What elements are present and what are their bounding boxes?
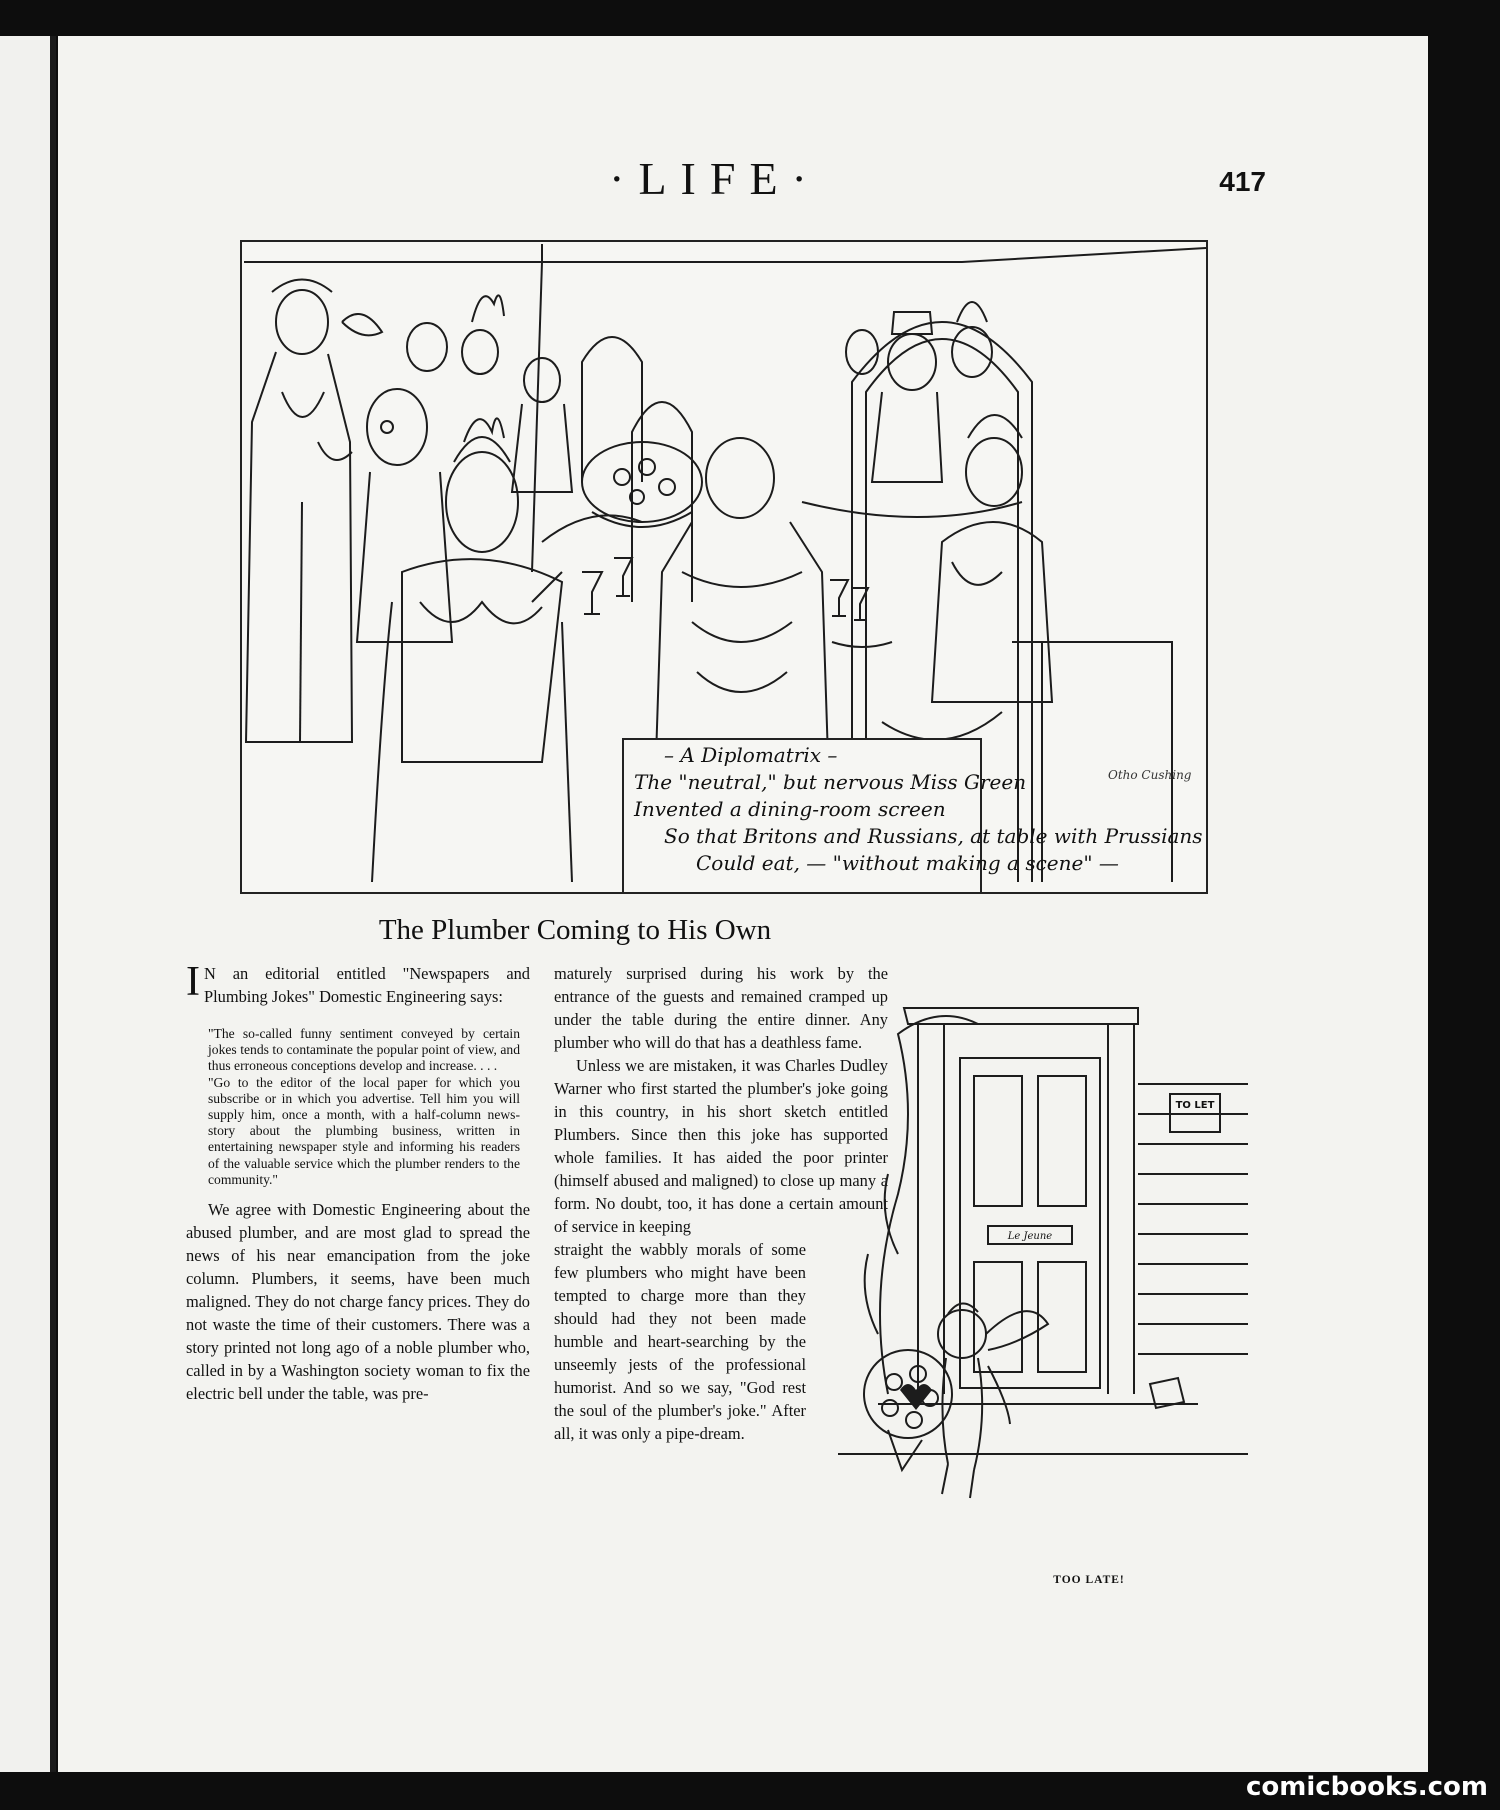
block-quote	[208, 1026, 520, 1188]
caption-line: So that Britons and Russians, at table with Prussians	[664, 824, 1203, 848]
drop-cap: I	[186, 959, 200, 1005]
scan-border-top	[0, 0, 1500, 36]
article-paragraph: Unless we are mistaken, it was Charles Dudley Warner who first started the plumber's joke going in this country, in his short sketch entitled Plumbers. Since then this joke has supported whole families. It has aided the poor printer (himself abused and maligned) to close up many a form. No doubt, too, it has done a certain amount of service in keeping	[554, 1056, 888, 1236]
intro-text: N an editorial entitled "Newspapers and Plumbing Jokes" Domestic Engineering says:	[204, 964, 530, 1006]
masthead: ·LIFE·	[609, 153, 821, 204]
facing-page-edge	[0, 36, 56, 1772]
article-headline: The Plumber Coming to His Own	[378, 914, 772, 946]
illustration-caption	[634, 742, 1203, 877]
article-paragraph: We agree with Domestic Engineering about the abused plumber, and are most glad to spread the news of his near emancipation from the joke column. Plumbers, it seems, have been much maligned. They do not charge fancy prices. They do not waste the time of their customers. There was a story printed not long ago of a noble plumber who, called in by a Washington society woman to fix the electric bell under the table, was pre-	[186, 1200, 530, 1404]
article-paragraph: straight the wabbly morals of some few plumbers who might have been tempted to charge more than they should had they not been made humble and heart-searching by the unseemly jests of the professional humorist. And so we say, "God rest the soul of the plumber's joke." After all, it was only a pipe-dream.	[554, 1240, 806, 1443]
artist-signature: Otho Cushing	[1108, 768, 1192, 782]
diplomatrix-illustration	[240, 240, 1208, 894]
caption-line: The "neutral," but nervous Miss Green	[634, 770, 1027, 794]
door-name-plate: Le Jeune	[1007, 1231, 1053, 1242]
article-intro	[186, 959, 530, 1008]
source-watermark: comicbooks.com	[1245, 1772, 1488, 1802]
quote-paragraph: "The so-called funny sentiment conveyed by certain jokes tends to contaminate the popular point of view, and thus erroneous conceptions develop and increase. . . .	[208, 1026, 520, 1074]
scan-border-right	[1428, 36, 1500, 1810]
caption-line: Could eat, — "without making a scene" —	[696, 851, 1119, 875]
page-number: 417	[1219, 166, 1266, 197]
quote-paragraph: "Go to the editor of the local paper for which you subscribe or in which you advertise. Tell him you will supply him, once a month, with a half-column news-story about the plumbing business, written in entertaining newspaper style and informing his readers of the valuable service which the plumber renders to the community."	[208, 1074, 520, 1187]
to-let-sign: TO LET	[1175, 1100, 1215, 1111]
article-column-left	[186, 959, 530, 1405]
article-paragraph: maturely surprised during his work by the entrance of the guests and remained cramped up under the table during the entire dinner. Any plumber who will do that has a deathless fame.	[554, 964, 888, 1052]
cartoon-caption: TOO LATE!	[1053, 1574, 1125, 1586]
caption-line: Invented a dining-room screen	[634, 797, 946, 821]
caption-title: – A Diplomatrix –	[664, 743, 838, 767]
too-late-cartoon	[838, 994, 1248, 1504]
